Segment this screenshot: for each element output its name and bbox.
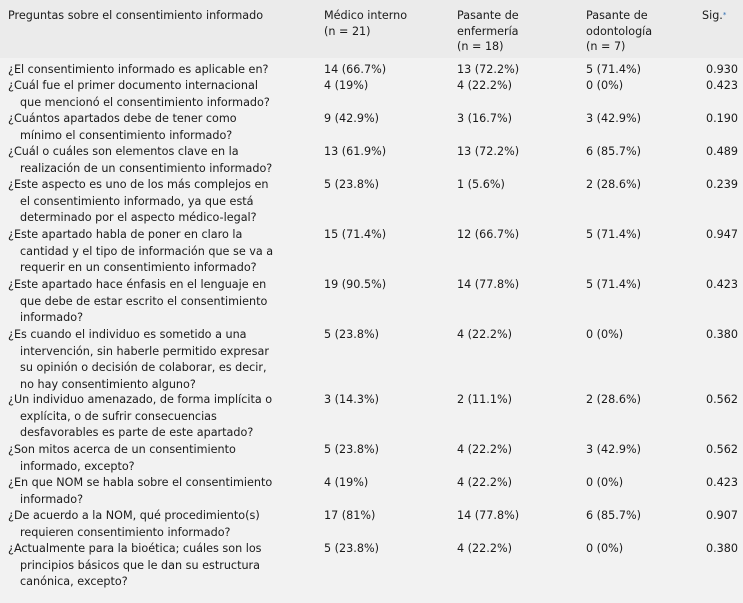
header-sig-footnote-mark: * — [722, 11, 727, 19]
pasante-odontologia-value: 6 (85.7%) — [586, 145, 641, 158]
sig-value: 0.423 — [705, 79, 738, 92]
pasante-odontologia-value: 2 (28.6%) — [586, 393, 641, 406]
question-line: que debe de estar escrito el consentimiento — [20, 294, 268, 308]
question-line: el consentimiento informado, ya que está — [20, 194, 254, 208]
question-line: mínimo el consentimiento informado? — [20, 128, 233, 142]
pasante-enfermeria-value: 2 (11.1%) — [457, 393, 512, 406]
question-line: ¿Este aspecto es uno de los más complejos en — [8, 178, 269, 191]
question-cell — [8, 177, 308, 227]
question-cell — [8, 327, 308, 393]
question-line: ¿Actualmente para la bioética; cuáles son los — [8, 542, 262, 555]
question-cell — [8, 541, 308, 591]
pasante-enfermeria-value: 12 (66.7%) — [457, 228, 520, 241]
question-line: informado, excepto? — [20, 459, 135, 473]
header-col3-line3: (n = 7) — [586, 40, 626, 53]
pasante-odontologia-value: 3 (42.9%) — [586, 112, 641, 125]
sig-value: 0.947 — [705, 228, 738, 241]
question-line: ¿Este apartado hace énfasis en el lenguaje en — [8, 278, 267, 291]
question-line: informado? — [20, 492, 84, 506]
question-line: su opinión o decisión de colaborar, es decir, — [20, 361, 267, 374]
sig-value: 0.380 — [705, 328, 738, 341]
medico-interno-value: 5 (23.8%) — [324, 542, 379, 555]
question-line: determinado por el aspecto médico-legal? — [20, 211, 257, 224]
pasante-odontologia-value: 5 (71.4%) — [586, 228, 641, 241]
question-cell — [8, 62, 308, 79]
question-line: desfavorables es parte de este apartado? — [20, 426, 254, 439]
question-cell — [8, 508, 308, 541]
pasante-enfermeria-value: 4 (22.2%) — [457, 443, 512, 456]
medico-interno-value: 4 (19%) — [324, 79, 369, 92]
medico-interno-value: 9 (42.9%) — [324, 112, 379, 125]
table-body — [0, 58, 743, 603]
sig-value: 0.907 — [705, 509, 738, 522]
pasante-enfermeria-value: 4 (22.2%) — [457, 476, 512, 489]
pasante-odontologia-value: 6 (85.7%) — [586, 509, 641, 522]
header-sig — [702, 8, 726, 24]
pasante-odontologia-value: 3 (42.9%) — [586, 443, 641, 456]
pasante-odontologia-value: 2 (28.6%) — [586, 178, 641, 191]
question-line: explícita, o de sufrir consecuencias — [20, 409, 217, 423]
question-line: ¿El consentimiento informado es aplicable en? — [8, 63, 269, 76]
header-col1-line2: (n = 21) — [324, 24, 371, 38]
question-cell — [8, 78, 308, 111]
question-line: requieren consentimiento informado? — [20, 525, 231, 539]
question-cell — [8, 111, 308, 144]
medico-interno-value: 5 (23.8%) — [324, 443, 379, 456]
question-cell — [8, 475, 308, 508]
pasante-odontologia-value: 5 (71.4%) — [586, 63, 641, 76]
sig-value: 0.423 — [705, 278, 738, 291]
question-line: principios básicos que le dan su estructura — [20, 558, 261, 572]
medico-interno-value: 4 (19%) — [324, 476, 369, 489]
question-line: canónica, excepto? — [20, 575, 128, 588]
sig-value: 0.380 — [705, 542, 738, 555]
pasante-enfermeria-value: 1 (5.6%) — [457, 178, 505, 191]
header-question-label: Preguntas sobre el consentimiento informado — [8, 9, 264, 22]
pasante-enfermeria-value: 4 (22.2%) — [457, 79, 512, 92]
medico-interno-value: 13 (61.9%) — [324, 145, 387, 158]
sig-value: 0.930 — [705, 63, 738, 76]
sig-value: 0.423 — [705, 476, 738, 489]
header-col2-line1: Pasante de — [457, 9, 519, 22]
question-line: ¿En que NOM se habla sobre el consentimiento — [8, 476, 273, 489]
header-sig-label: Sig. — [702, 9, 723, 22]
question-line: requerir en un consentimiento informado? — [20, 261, 257, 274]
medico-interno-value: 19 (90.5%) — [324, 278, 387, 291]
sig-value: 0.562 — [705, 393, 738, 406]
pasante-enfermeria-value: 4 (22.2%) — [457, 542, 512, 555]
question-line: realización de un consentimiento informado? — [20, 161, 273, 175]
sig-value: 0.239 — [705, 178, 738, 191]
medico-interno-value: 3 (14.3%) — [324, 393, 379, 406]
header-col2-line2: enfermería — [457, 24, 519, 38]
header-question — [8, 8, 263, 24]
medico-interno-value: 5 (23.8%) — [324, 328, 379, 341]
question-line: ¿Son mitos acerca de un consentimiento — [8, 443, 236, 456]
pasante-enfermeria-value: 4 (22.2%) — [457, 328, 512, 341]
question-line: ¿Este apartado habla de poner en claro la — [8, 228, 243, 241]
question-line: ¿Cuál o cuáles son elementos clave en la — [8, 145, 239, 158]
sig-value: 0.190 — [705, 112, 738, 125]
pasante-odontologia-value: 5 (71.4%) — [586, 278, 641, 291]
question-line: ¿De acuerdo a la NOM, qué procedimiento(s) — [8, 509, 260, 522]
question-line: ¿Un individuo amenazado, de forma implícita o — [8, 393, 273, 406]
pasante-odontologia-value: 0 (0%) — [586, 542, 624, 555]
question-line: informado? — [20, 311, 84, 324]
pasante-enfermeria-value: 13 (72.2%) — [457, 63, 520, 76]
question-line: ¿Cuántos apartados debe de tener como — [8, 112, 237, 125]
pasante-odontologia-value: 0 (0%) — [586, 328, 624, 341]
table-header — [0, 0, 743, 59]
header-col2-line3: (n = 18) — [457, 40, 504, 53]
header-pasante-odontologia — [586, 8, 652, 55]
medico-interno-value: 14 (66.7%) — [324, 63, 387, 76]
sig-value: 0.489 — [705, 145, 738, 158]
question-cell — [8, 227, 308, 277]
pasante-enfermeria-value: 14 (77.8%) — [457, 278, 520, 291]
question-line: intervención, sin haberle permitido expresar — [20, 344, 269, 358]
question-line: que mencionó el consentimiento informado? — [20, 95, 270, 109]
question-line: ¿Es cuando el individuo es sometido a una — [8, 328, 247, 341]
question-cell — [8, 392, 308, 442]
header-col3-line2: odontología — [586, 24, 653, 38]
sig-value: 0.562 — [705, 443, 738, 456]
question-cell — [8, 442, 308, 475]
pasante-odontologia-value: 0 (0%) — [586, 79, 624, 92]
pasante-enfermeria-value: 3 (16.7%) — [457, 112, 512, 125]
header-col1-line1: Médico interno — [324, 9, 408, 22]
medico-interno-value: 5 (23.8%) — [324, 178, 379, 191]
question-line: cantidad y el tipo de información que se va a — [20, 244, 274, 258]
header-medico-interno — [324, 8, 407, 39]
question-line: no hay consentimiento alguno? — [20, 377, 196, 391]
medico-interno-value: 15 (71.4%) — [324, 228, 387, 241]
pasante-enfermeria-value: 14 (77.8%) — [457, 509, 520, 522]
pasante-odontologia-value: 0 (0%) — [586, 476, 624, 489]
question-cell — [8, 144, 308, 177]
medico-interno-value: 17 (81%) — [324, 509, 376, 522]
header-col3-line1: Pasante de — [586, 9, 648, 22]
pasante-enfermeria-value: 13 (72.2%) — [457, 145, 520, 158]
question-cell — [8, 277, 308, 327]
header-pasante-enfermeria — [457, 8, 519, 55]
question-line: ¿Cuál fue el primer documento internacional — [8, 79, 258, 92]
